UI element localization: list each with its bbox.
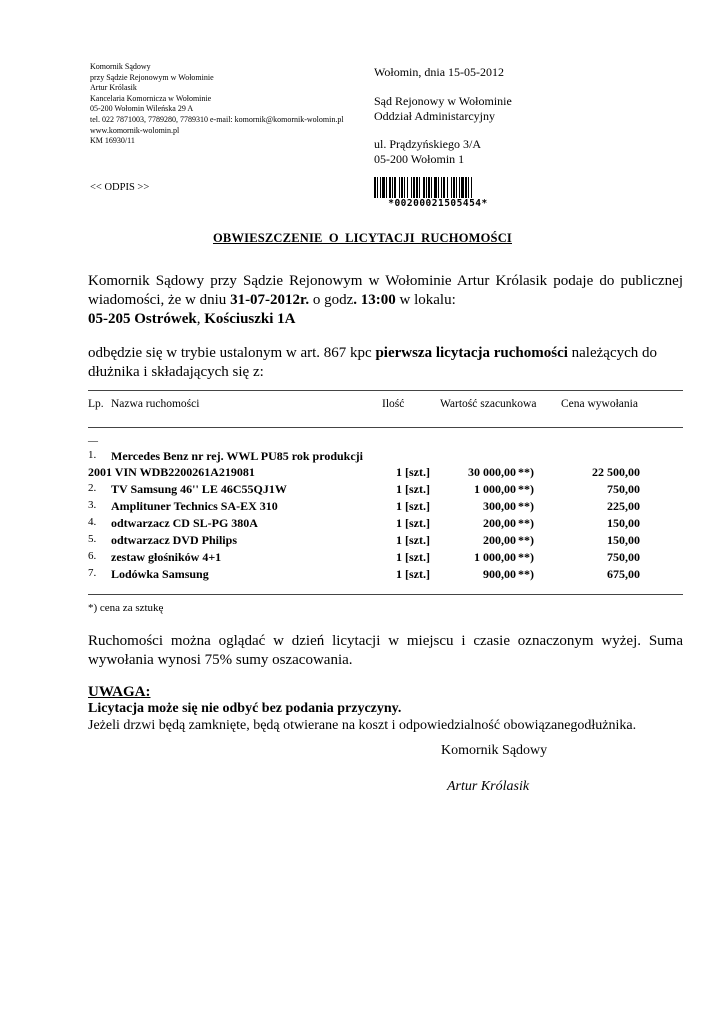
- row-footnote-mark: **): [518, 516, 534, 530]
- table-header: [0, 398, 725, 414]
- row-price: 22 500,00: [592, 465, 640, 479]
- row-value: 900,00: [483, 567, 516, 581]
- recipient-line: Oddział Administarcyjny: [374, 109, 495, 123]
- signature-role: Komornik Sądowy: [441, 743, 548, 758]
- sender-line: Kancelaria Komornicza w Wołominie: [90, 93, 212, 103]
- sender-block: [90, 62, 380, 147]
- row-value: 200,00: [483, 516, 516, 530]
- header-lp: Lp.: [88, 398, 104, 410]
- recipient-line: Sąd Rejonowy w Wołominie: [374, 94, 512, 108]
- header-price: Cena wywołania: [561, 398, 638, 410]
- row-value: 1 000,00: [474, 550, 516, 564]
- table-top-rule: [88, 390, 683, 391]
- address-line: 05-200 Wołomin 1: [374, 152, 465, 166]
- intro-text: w lokalu:: [395, 292, 456, 308]
- row-name: Mercedes Benz nr rej. WWL PU85 rok produkcji: [111, 449, 363, 463]
- auction-mode-paragraph: [88, 344, 683, 382]
- row-qty: 1 [szt.]: [396, 516, 430, 530]
- row-value: 200,00: [483, 533, 516, 547]
- row-name: Lodówka Samsung: [111, 567, 209, 581]
- header-value: Wartość szacunkowa: [440, 398, 537, 410]
- row-footnote-mark: **): [518, 499, 534, 513]
- row-footnote-mark: **): [518, 567, 534, 581]
- notice-line-bold: Licytacja może się nie odbyć bez podania przyczyny.: [88, 701, 402, 716]
- row-lp: 2.: [88, 482, 97, 494]
- row-price: 225,00: [607, 499, 640, 513]
- row-lp: 3.: [88, 499, 97, 511]
- sender-line: 05-200 Wołomin Wileńska 29 A: [90, 104, 194, 114]
- row-price: 675,00: [607, 567, 640, 581]
- row-name: Amplituner Technics SA-EX 310: [111, 499, 278, 513]
- row-name: zestaw głośników 4+1: [111, 550, 222, 564]
- table-dash: __: [88, 432, 98, 443]
- row-value: 300,00: [483, 499, 516, 513]
- copy-marker: << ODPIS >>: [90, 182, 150, 193]
- auction-street: Kościuszki 1A: [204, 311, 296, 327]
- barcode-bars: [374, 177, 472, 198]
- header-name: Nazwa ruchomości: [111, 398, 200, 410]
- recipient-court: [374, 94, 512, 124]
- row-qty: 1 [szt.]: [396, 533, 430, 547]
- sender-line: Komornik Sądowy: [90, 62, 151, 71]
- row-lp: 4.: [88, 516, 97, 528]
- table-bottom-rule: [88, 594, 683, 595]
- auction-postcode-city: 05-205 Ostrówek: [88, 311, 197, 327]
- sender-line: Artur Królasik: [90, 83, 137, 93]
- table-row: [0, 449, 725, 465]
- mode-text: należących do dłużnika i składających się z:: [88, 345, 658, 380]
- row-qty: 1 [szt.]: [396, 465, 430, 479]
- table-row: [0, 533, 725, 549]
- row-lp: 7.: [88, 567, 97, 579]
- row-price: 750,00: [607, 550, 640, 564]
- sender-line: www.komornik-wolomin.pl: [90, 125, 180, 135]
- address-line: ul. Prądzyńskiego 3/A: [374, 137, 481, 151]
- case-number: KM 16930/11: [90, 136, 135, 146]
- auction-time: . 13:00: [353, 292, 396, 308]
- row-qty: 1 [szt.]: [396, 499, 430, 513]
- auction-type: pierwsza licytacja ruchomości: [375, 345, 568, 361]
- table-row: [0, 499, 725, 515]
- row-name-line2: 2001 VIN WDB2200261A219081: [88, 465, 255, 479]
- intro-paragraph: [88, 272, 683, 329]
- row-qty: 1 [szt.]: [396, 550, 430, 564]
- row-lp: 6.: [88, 550, 97, 562]
- intro-text: o godz: [309, 292, 354, 308]
- row-price: 150,00: [607, 516, 640, 530]
- table-row: [0, 516, 725, 532]
- table-header-rule: [88, 427, 683, 428]
- row-price: 150,00: [607, 533, 640, 547]
- row-name: TV Samsung 46'' LE 46C55QJ1W: [111, 482, 287, 496]
- notice-line: Jeżeli drzwi będą zamknięte, będą otwierane na koszt i odpowiedzialność obowiązanegodłużnika.: [88, 718, 637, 733]
- table-row-continuation: [0, 465, 725, 481]
- auction-date: 31-07-2012r.: [230, 292, 310, 308]
- row-value: 1 000,00: [474, 482, 516, 496]
- row-footnote-mark: **): [518, 482, 534, 496]
- row-footnote-mark: **): [518, 465, 534, 479]
- header-qty: Ilość: [382, 398, 405, 410]
- row-name: odtwarzacz CD SL-PG 380A: [111, 516, 258, 530]
- recipient-address: [374, 137, 481, 167]
- document-title: OBWIESZCZENIE O LICYTACJI RUCHOMOŚCI: [212, 231, 512, 245]
- intro-text: Komornik Sądowy przy Sądzie Rejonowym w Wołominie Artur Królasik podaje do publicznej wiadomości, że w dniu: [88, 273, 683, 308]
- table-row: [0, 567, 725, 583]
- intro-separator: ,: [196, 311, 205, 327]
- viewing-paragraph: Ruchomości można oglądać w dzień licytacji w miejscu i czasie oznaczonym wyżej. Suma wywołania wynosi 75% sumy oszacowania.: [88, 633, 683, 668]
- sender-line: tel. 022 7871003, 7789280, 7789310 e-mail: komornik@komornik-wolomin.pl: [90, 114, 344, 124]
- table-row: [0, 550, 725, 566]
- barcode: [374, 177, 502, 207]
- row-qty: 1 [szt.]: [396, 567, 430, 581]
- row-value: 30 000,00: [468, 465, 516, 479]
- row-name: odtwarzacz DVD Philips: [111, 533, 237, 547]
- row-footnote-mark: **): [518, 533, 534, 547]
- row-price: 750,00: [607, 482, 640, 496]
- sender-line: przy Sądzie Rejonowym w Wołominie: [90, 72, 214, 82]
- table-row: [0, 482, 725, 498]
- place-date: Wołomin, dnia 15-05-2012: [374, 65, 505, 79]
- row-lp: 1.: [88, 449, 97, 461]
- footnote: *) cena za sztukę: [88, 602, 164, 614]
- signature-name: Artur Królasik: [447, 779, 530, 794]
- mode-text: odbędzie się w trybie ustalonym w art. 867 kpc: [88, 345, 376, 361]
- row-footnote-mark: **): [518, 550, 534, 564]
- barcode-label: *00200021505454*: [388, 198, 488, 207]
- row-qty: 1 [szt.]: [396, 482, 430, 496]
- notice-heading: UWAGA:: [88, 684, 151, 700]
- row-lp: 5.: [88, 533, 97, 545]
